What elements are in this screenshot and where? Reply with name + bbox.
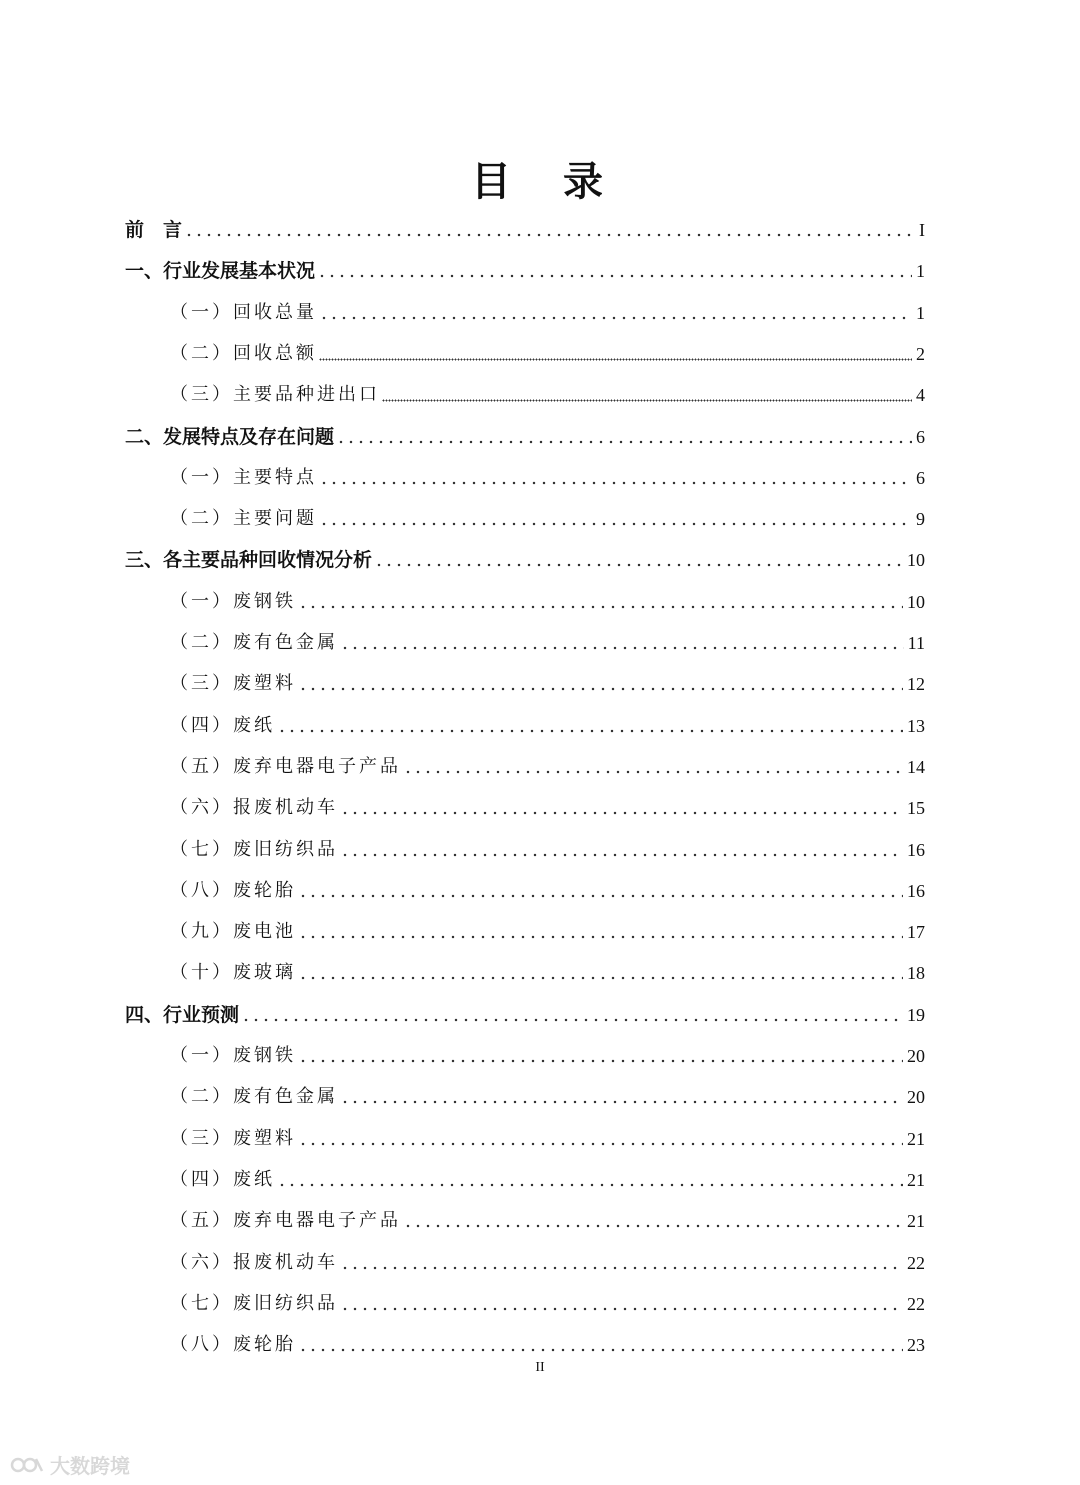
toc-dot-leader	[319, 358, 912, 361]
toc-entry-page: 14	[907, 756, 925, 777]
toc-dot-leader	[298, 935, 903, 939]
toc-section[interactable]	[170, 784, 925, 820]
toc-entry-page: 16	[907, 839, 925, 860]
toc-entry-label: （八）废轮胎	[170, 879, 296, 901]
toc-entry-page: 1	[916, 261, 925, 282]
toc-section[interactable]	[170, 619, 925, 655]
toc-entry-label: 二、发展特点及存在问题	[125, 425, 335, 448]
toc-entry-label: （五）废弃电器电子产品	[170, 1210, 401, 1232]
toc-dot-leader	[298, 976, 903, 980]
page-number: II	[535, 1360, 545, 1375]
toc-entry-page: 1	[916, 302, 925, 323]
toc-entry-label: 三、各主要品种回收情况分析	[125, 549, 373, 572]
toc-chapter[interactable]	[125, 247, 925, 283]
toc-entry-label: （八）废轮胎	[170, 1334, 296, 1356]
toc-entry-label: （九）废电池	[170, 921, 296, 943]
toc-entry-page: 16	[907, 880, 925, 901]
toc-entry-page: 10	[907, 591, 925, 612]
toc-entry-page: 21	[907, 1211, 925, 1232]
toc-section[interactable]	[170, 1073, 925, 1109]
toc-entry-label: （一）主要特点	[170, 466, 317, 488]
toc-dot-leader	[319, 316, 912, 320]
toc-dot-leader	[298, 1059, 903, 1063]
toc-dot-leader	[340, 1100, 903, 1104]
toc-entry-label: （一）回收总量	[170, 301, 317, 323]
toc-section[interactable]	[170, 660, 925, 696]
toc-section[interactable]	[170, 371, 925, 407]
toc-dot-leader	[241, 1018, 903, 1022]
toc-entry-page: 22	[907, 1293, 925, 1314]
toc-dot-leader	[403, 1224, 903, 1228]
toc-dot-leader	[340, 811, 903, 815]
toc-section[interactable]	[170, 702, 925, 738]
toc-entry-page: 6	[916, 467, 925, 488]
toc-dot-leader	[277, 729, 903, 733]
toc-section[interactable]	[170, 1156, 925, 1192]
toc-dot-leader	[340, 1307, 903, 1311]
toc-dot-leader	[340, 1266, 903, 1270]
toc-entry-label: （二）废有色金属	[170, 1086, 338, 1108]
toc-entry-label: 前 言	[125, 219, 183, 241]
toc-entry-page: 2	[916, 343, 925, 364]
toc-entry-page: 19	[907, 1004, 925, 1025]
toc-entry-label: （四）废纸	[170, 1168, 275, 1190]
toc-section[interactable]	[170, 908, 925, 944]
toc-section[interactable]	[170, 949, 925, 985]
toc-entry-label: （一）废钢铁	[170, 1045, 296, 1066]
toc-section[interactable]	[170, 867, 925, 903]
toc-chapter[interactable]	[125, 206, 925, 242]
toc-dot-leader	[298, 605, 903, 609]
toc-entry-label: （一）废钢铁	[170, 590, 296, 612]
watermark	[10, 1450, 130, 1479]
toc-entry-page: 13	[907, 715, 925, 736]
toc-chapter[interactable]	[125, 413, 925, 449]
toc-entry-label: （十）废玻璃	[170, 962, 296, 984]
toc-entry-page: 17	[907, 922, 925, 943]
toc-entry-page: 21	[907, 1169, 925, 1190]
toc-entry-page: 10	[907, 550, 925, 571]
toc-dot-leader	[319, 481, 912, 485]
toc-dot-leader	[298, 894, 903, 898]
toc-entry-page: 15	[907, 798, 925, 819]
toc-section[interactable]	[170, 1280, 925, 1316]
toc-section[interactable]	[170, 1239, 925, 1275]
toc-entry-label: （六）报废机动车	[170, 797, 338, 819]
toc-entry-page: 20	[907, 1087, 925, 1108]
toc-entry-label: （二）主要问题	[170, 508, 317, 530]
toc-entry-label: （六）报废机动车	[170, 1251, 338, 1273]
toc-entry-label: （三）废塑料	[170, 1127, 296, 1149]
page-title: 目 录	[471, 159, 609, 205]
toc-dot-leader	[277, 1183, 903, 1187]
toc-section[interactable]	[170, 826, 925, 862]
toc-entry-label: 一、行业发展基本状况	[125, 260, 316, 283]
toc-entry-label: （五）废弃电器电子产品	[170, 755, 401, 777]
toc-entry-page: 4	[916, 385, 925, 406]
toc-entry-page: I	[919, 220, 925, 240]
toc-section[interactable]	[170, 1115, 925, 1151]
toc-dot-leader	[403, 770, 903, 774]
toc-dot-leader	[298, 687, 903, 691]
toc-entry-label: （七）废旧纺织品	[170, 1292, 338, 1314]
toc-dot-leader	[317, 274, 912, 278]
toc-dot-leader	[336, 440, 912, 444]
brand-logo-icon	[10, 1453, 44, 1477]
toc-entry-label: （四）废纸	[170, 714, 275, 736]
toc-entry-label: （三）主要品种进出口	[170, 384, 380, 406]
toc-section[interactable]	[170, 330, 925, 366]
toc-entry-page: 22	[907, 1252, 925, 1273]
toc-entry-label: （二）回收总额	[170, 342, 317, 364]
toc-section[interactable]	[170, 1321, 925, 1357]
toc-entry-page: 6	[916, 426, 925, 447]
toc-entry-page: 11	[907, 633, 925, 653]
toc-entry-label: （二）废有色金属	[170, 632, 338, 653]
toc-entry-page: 21	[907, 1128, 925, 1149]
toc-section[interactable]	[170, 289, 925, 325]
toc-dot-leader	[298, 1142, 903, 1146]
toc-dot-leader	[382, 399, 912, 402]
toc-entry-label: （七）废旧纺织品	[170, 838, 338, 860]
toc-entry-page: 20	[907, 1046, 925, 1066]
toc-chapter[interactable]	[125, 991, 925, 1027]
toc-section[interactable]	[170, 495, 925, 531]
toc-dot-leader	[340, 853, 903, 857]
toc-dot-leader	[319, 522, 912, 526]
toc-entry-page: 12	[907, 674, 925, 695]
toc-dot-leader	[298, 1348, 903, 1352]
toc-chapter[interactable]	[125, 536, 925, 572]
toc-dot-leader	[374, 563, 903, 567]
toc-section[interactable]	[170, 1032, 925, 1068]
toc-section[interactable]	[170, 454, 925, 490]
toc-entry-label: 四、行业预测	[125, 1003, 240, 1026]
toc-section[interactable]	[170, 578, 925, 614]
watermark-text: 大数跨境	[50, 1454, 130, 1478]
toc-section[interactable]	[170, 743, 925, 779]
toc-entry-page: 23	[907, 1335, 925, 1356]
toc-dot-leader	[184, 233, 915, 237]
toc-section[interactable]	[170, 1197, 925, 1233]
toc-entry-page: 18	[907, 963, 925, 984]
toc-entry-page: 9	[916, 509, 925, 530]
toc-dot-leader	[340, 646, 904, 650]
toc-entry-label: （三）废塑料	[170, 673, 296, 695]
